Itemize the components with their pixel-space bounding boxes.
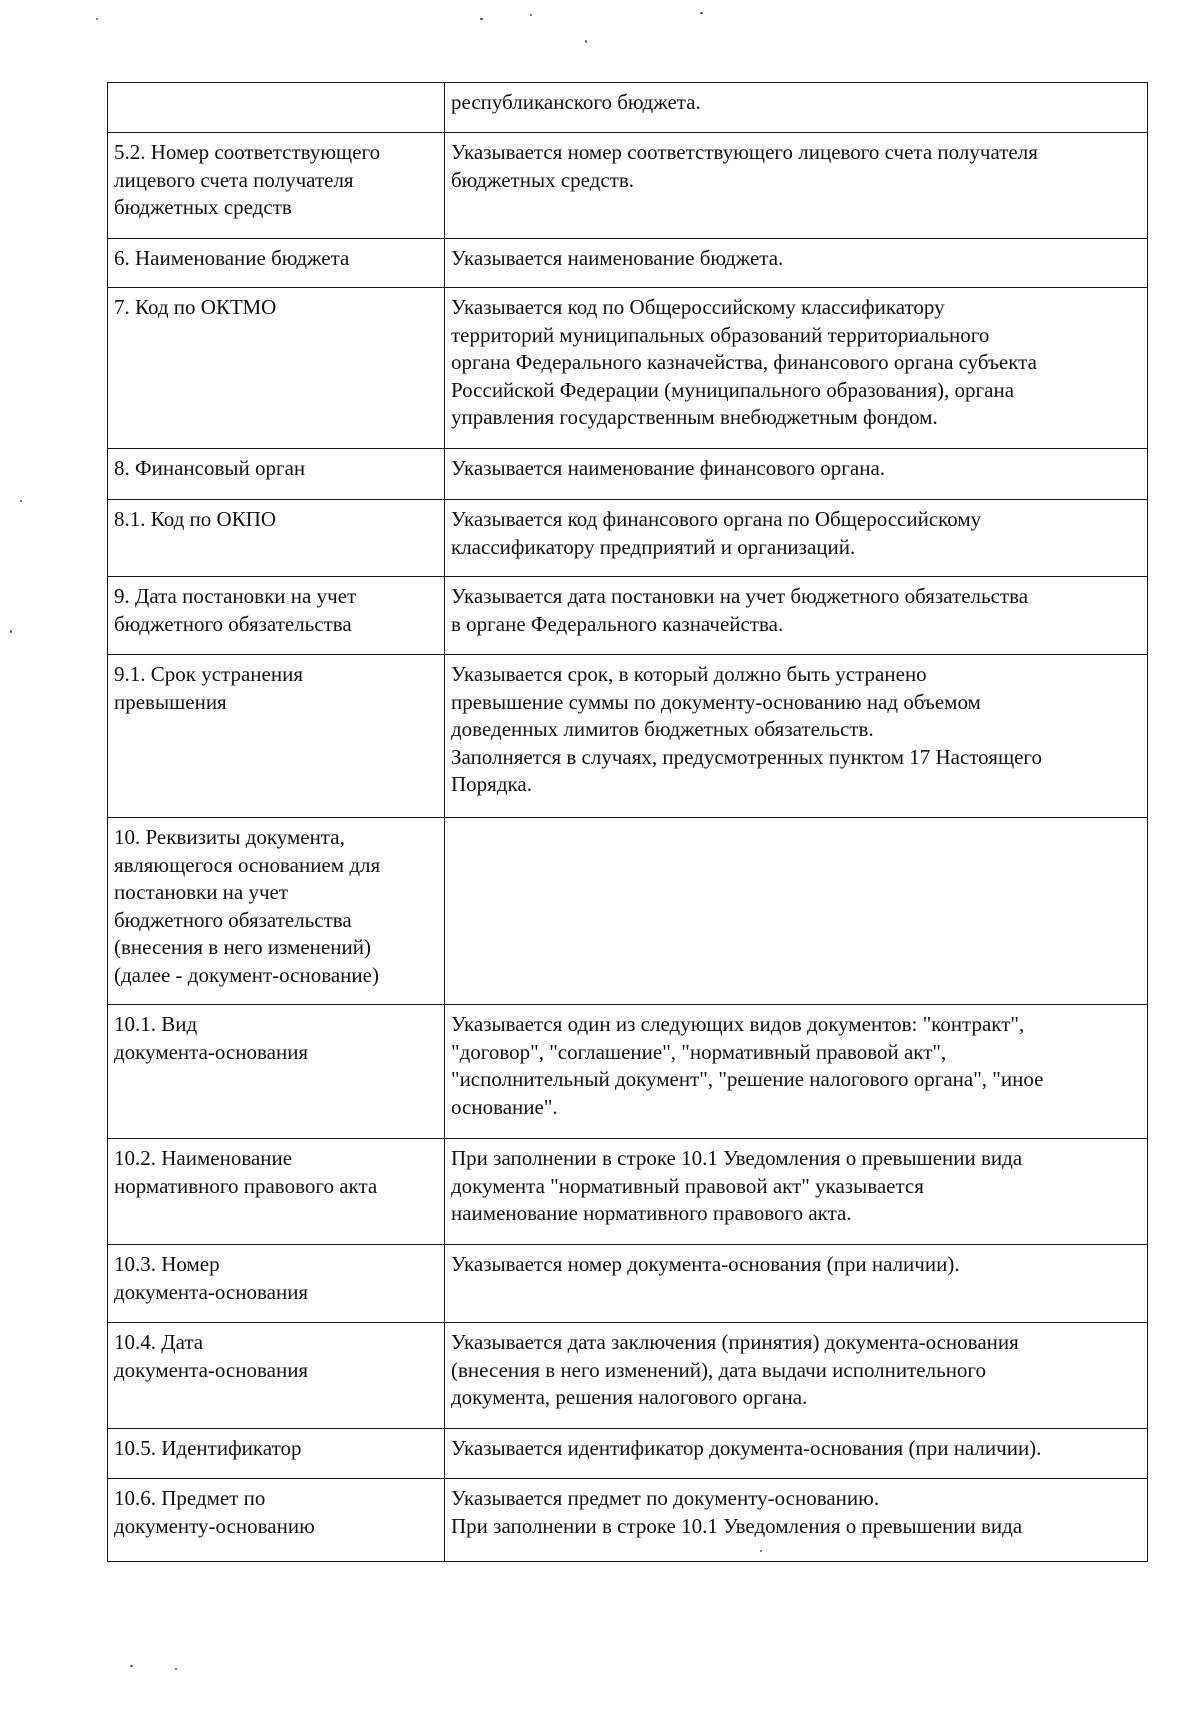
table-row bbox=[108, 1429, 1148, 1479]
field-line: 8.1. Код по ОКПО bbox=[114, 507, 277, 531]
requisites-table bbox=[107, 82, 1148, 1562]
field-line: 10.2. Наименование bbox=[114, 1146, 293, 1170]
description-line: органа Федерального казначейства, финансового органа субъекта bbox=[451, 350, 1037, 374]
field-line: 10.5. Идентификатор bbox=[114, 1436, 302, 1460]
field-cell bbox=[108, 577, 445, 655]
description-line: (внесения в него изменений), дата выдачи исполнительного bbox=[451, 1357, 987, 1382]
table-body bbox=[108, 83, 1148, 1562]
table-row bbox=[108, 818, 1148, 1005]
description-line: Указывается один из следующих видов документов: "контракт", bbox=[451, 1012, 1025, 1036]
description-line: Указывается номер документа-основания (при наличии). bbox=[451, 1252, 960, 1276]
scan-speck bbox=[96, 18, 98, 20]
field-cell bbox=[108, 818, 445, 1005]
table-row bbox=[108, 1139, 1148, 1245]
description-cell bbox=[445, 133, 1148, 239]
table-row bbox=[108, 133, 1148, 239]
description-line: территорий муниципальных образований территориального bbox=[451, 322, 990, 347]
scan-speck bbox=[585, 40, 587, 43]
field-cell bbox=[108, 1429, 445, 1479]
field-cell bbox=[108, 1139, 445, 1245]
description-line: Порядка. bbox=[451, 772, 532, 796]
description-cell bbox=[445, 500, 1148, 577]
description-line: Указывается дата заключения (принятия) документа-основания bbox=[451, 1330, 1019, 1354]
table-row bbox=[108, 449, 1148, 500]
description-cell bbox=[445, 1479, 1148, 1562]
description-line: Указывается наименование финансового органа. bbox=[451, 456, 886, 480]
description-line: республиканского бюджета. bbox=[451, 90, 701, 114]
scan-speck bbox=[700, 12, 703, 14]
field-cell bbox=[108, 83, 445, 133]
field-cell bbox=[108, 239, 445, 288]
description-cell bbox=[445, 83, 1148, 133]
field-line: постановки на учет bbox=[114, 880, 289, 904]
description-cell bbox=[445, 1245, 1148, 1323]
table-row bbox=[108, 83, 1148, 133]
field-line: документа-основания bbox=[114, 1279, 309, 1304]
description-cell bbox=[445, 818, 1148, 1005]
field-line: бюджетного обязательства bbox=[114, 611, 352, 636]
description-cell bbox=[445, 239, 1148, 288]
scan-speck bbox=[10, 630, 12, 633]
description-line: Указывается дата постановки на учет бюджетного обязательства bbox=[451, 584, 1029, 608]
description-line: классификатору предприятий и организаций. bbox=[451, 534, 856, 559]
scan-speck bbox=[530, 14, 532, 16]
field-cell bbox=[108, 1479, 445, 1562]
field-line: документа-основания bbox=[114, 1039, 309, 1064]
description-line: Указывается код финансового органа по Общероссийскому bbox=[451, 507, 982, 531]
description-line: "исполнительный документ", "решение налогового органа", "иное bbox=[451, 1067, 1044, 1091]
table-row bbox=[108, 500, 1148, 577]
description-line: управления государственным внебюджетным фондом. bbox=[451, 405, 938, 429]
field-line: (внесения в него изменений) bbox=[114, 935, 371, 959]
description-line: основание". bbox=[451, 1094, 558, 1119]
description-cell bbox=[445, 655, 1148, 818]
description-line: Указывается наименование бюджета. bbox=[451, 246, 784, 270]
description-line: Российской Федерации (муниципального образования), органа bbox=[451, 377, 1015, 402]
scan-speck bbox=[175, 1668, 177, 1670]
description-cell bbox=[445, 288, 1148, 449]
description-line: Указывается код по Общероссийскому классификатору bbox=[451, 295, 945, 319]
field-line: нормативного правового акта bbox=[114, 1173, 378, 1198]
description-line: Заполняется в случаях, предусмотренных пунктом 17 Настоящего bbox=[451, 744, 1043, 769]
field-line: 6. Наименование бюджета bbox=[114, 246, 350, 270]
description-line: доведенных лимитов бюджетных обязательств. bbox=[451, 717, 874, 741]
field-line: 8. Финансовый орган bbox=[114, 456, 306, 480]
scan-speck bbox=[760, 1550, 762, 1552]
description-line: При заполнении в строке 10.1 Уведомления о превышении вида bbox=[451, 1513, 1023, 1538]
description-cell bbox=[445, 1139, 1148, 1245]
description-line: в органе Федерального казначейства. bbox=[451, 611, 784, 636]
field-cell bbox=[108, 133, 445, 239]
description-cell bbox=[445, 449, 1148, 500]
description-line: "договор", "соглашение", "нормативный правовой акт", bbox=[451, 1039, 947, 1064]
field-cell bbox=[108, 500, 445, 577]
field-cell bbox=[108, 655, 445, 818]
scan-speck bbox=[480, 18, 483, 20]
field-line: 7. Код по ОКТМО bbox=[114, 295, 277, 319]
description-cell bbox=[445, 577, 1148, 655]
description-cell bbox=[445, 1323, 1148, 1429]
table-row bbox=[108, 1005, 1148, 1139]
table-row bbox=[108, 1245, 1148, 1323]
description-line: наименование нормативного правового акта. bbox=[451, 1201, 852, 1225]
table-row bbox=[108, 239, 1148, 288]
description-line: бюджетных средств. bbox=[451, 167, 635, 192]
description-line: Указывается номер соответствующего лицевого счета получателя bbox=[451, 140, 1038, 164]
field-cell bbox=[108, 1005, 445, 1139]
description-line: Указывается идентификатор документа-основания (при наличии). bbox=[451, 1436, 1042, 1460]
table-row bbox=[108, 1323, 1148, 1429]
field-line: являющегося основанием для bbox=[114, 852, 381, 877]
field-line: 10.4. Дата bbox=[114, 1330, 204, 1354]
field-line: 10.1. Вид bbox=[114, 1012, 198, 1036]
field-cell bbox=[108, 1245, 445, 1323]
description-line: документа "нормативный правовой акт" указывается bbox=[451, 1173, 924, 1198]
table-row bbox=[108, 577, 1148, 655]
field-line: 5.2. Номер соответствующего bbox=[114, 140, 381, 164]
field-cell bbox=[108, 449, 445, 500]
table-row bbox=[108, 655, 1148, 818]
description-cell bbox=[445, 1429, 1148, 1479]
description-line: При заполнении в строке 10.1 Уведомления о превышении вида bbox=[451, 1146, 1023, 1170]
description-line: документа, решения налогового органа. bbox=[451, 1385, 808, 1409]
table-row bbox=[108, 1479, 1148, 1562]
scan-speck bbox=[20, 500, 22, 502]
scan-speck bbox=[130, 1665, 133, 1667]
field-line: 9.1. Срок устранения bbox=[114, 662, 303, 686]
field-line: 10.6. Предмет по bbox=[114, 1486, 266, 1510]
field-line: бюджетного обязательства bbox=[114, 907, 352, 932]
description-line: Указывается срок, в который должно быть устранено bbox=[451, 662, 927, 686]
field-line: лицевого счета получателя bbox=[114, 167, 354, 192]
field-line: документа-основания bbox=[114, 1357, 309, 1382]
field-line: 10. Реквизиты документа, bbox=[114, 825, 345, 849]
field-line: бюджетных средств bbox=[114, 195, 292, 219]
description-line: превышение суммы по документу-основанию над объемом bbox=[451, 689, 981, 714]
table-row bbox=[108, 288, 1148, 449]
description-line: Указывается предмет по документу-основанию. bbox=[451, 1486, 880, 1510]
field-line: (далее - документ-основание) bbox=[114, 962, 379, 987]
field-cell bbox=[108, 1323, 445, 1429]
field-line: 10.3. Номер bbox=[114, 1252, 220, 1276]
description-cell bbox=[445, 1005, 1148, 1139]
field-line: 9. Дата постановки на учет bbox=[114, 584, 357, 608]
field-line: превышения bbox=[114, 689, 227, 714]
field-line: документу-основанию bbox=[114, 1513, 315, 1538]
field-cell bbox=[108, 288, 445, 449]
